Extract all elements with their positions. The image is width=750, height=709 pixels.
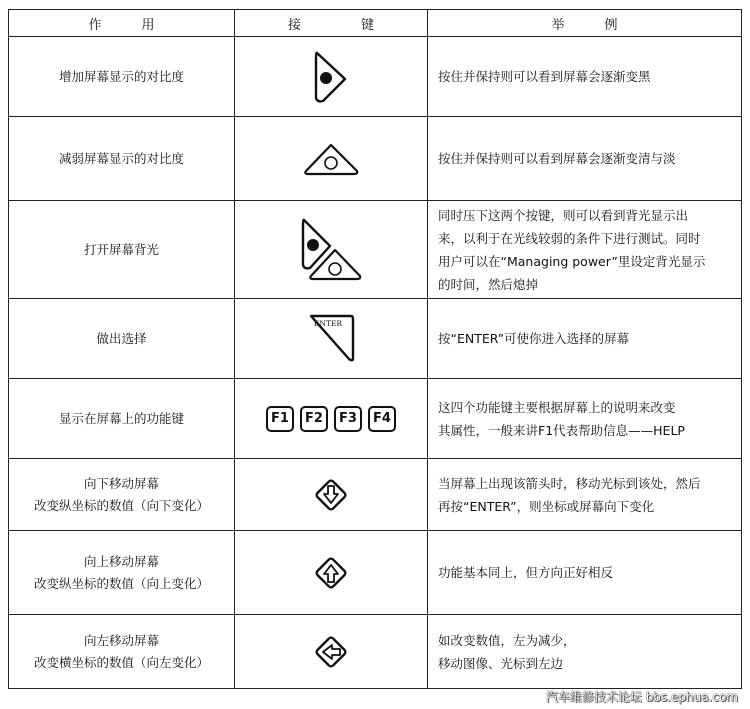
function-cell: 增加屏幕显示的对比度: [9, 37, 235, 117]
function-cell: 向左移动屏幕 改变横坐标的数值（向左变化）: [9, 615, 235, 689]
function-cell: 减弱屏幕显示的对比度: [9, 117, 235, 201]
forum-watermark: 汽车维修技术论坛 bbs.ephua.com: [545, 690, 738, 704]
example-cell: 这四个功能键主要根据屏幕上的说明来改变 其属性，一般来讲F1代表帮助信息——HELP: [428, 379, 742, 459]
function-cell: 做出选择: [9, 299, 235, 379]
table-row: [9, 117, 742, 201]
table-row: [9, 459, 742, 531]
example-cell: 功能基本同上，但方向正好相反: [428, 531, 742, 615]
table-row: [9, 37, 742, 117]
table-row: [9, 201, 742, 299]
dark-contrast-key-icon: [311, 49, 351, 105]
key-cell: [235, 299, 428, 379]
example-cell: 按住并保持则可以看到屏幕会逐渐变黑: [428, 37, 742, 117]
function-cell: 向下移动屏幕 改变纵坐标的数值（向下变化）: [9, 459, 235, 531]
header-example: 举例: [428, 10, 742, 37]
example-cell: 按住并保持则可以看到屏幕会逐渐变清与淡: [428, 117, 742, 201]
key-cell: [235, 615, 428, 689]
function-cell: 显示在屏幕上的功能键: [9, 379, 235, 459]
f3-key-icon: F3: [334, 406, 362, 432]
key-cell: [235, 201, 428, 299]
example-cell: 同时压下这两个按键，则可以看到背光显示出 来，以利于在光线较弱的条件下进行测试。同时 用户可以在“Managing power”里设定背光显示 的时间，然后熄掉: [428, 201, 742, 299]
enter-key-icon: [307, 312, 355, 366]
up-arrow-key-icon: [311, 553, 351, 593]
left-arrow-key-icon: [311, 632, 351, 672]
header-function: 作用: [9, 10, 235, 37]
table-row: [9, 379, 742, 459]
table-row: [9, 615, 742, 689]
f4-key-icon: F4: [368, 406, 396, 432]
function-cell: 向上移动屏幕 改变纵坐标的数值（向上变化）: [9, 531, 235, 615]
table-row: [9, 299, 742, 379]
key-cell: [235, 531, 428, 615]
key-cell: [235, 37, 428, 117]
table-header-row: [9, 10, 742, 37]
backlight-key-combo-icon: [298, 216, 364, 284]
header-key: 接键: [235, 10, 428, 37]
example-cell: 按“ENTER”可使你进入选择的屏幕: [428, 299, 742, 379]
key-cell: [235, 117, 428, 201]
example-cell: 当屏幕上出现该箭头时，移动光标到该处，然后 再按“ENTER”，则坐标或屏幕向下变化: [428, 459, 742, 531]
key-cell: [235, 459, 428, 531]
down-arrow-key-icon: [311, 475, 351, 515]
key-cell: [235, 379, 428, 459]
table-row: [9, 531, 742, 615]
f1-key-icon: F1: [266, 406, 294, 432]
key-function-table: [8, 9, 742, 689]
function-cell: 打开屏幕背光: [9, 201, 235, 299]
enter-key-label: ENTER: [313, 318, 343, 328]
light-contrast-key-icon: [302, 141, 360, 177]
f2-key-icon: F2: [300, 406, 328, 432]
example-cell: 如改变数值，左为减少， 移动图像、光标到左边: [428, 615, 742, 689]
function-keys-icon: [235, 406, 427, 432]
